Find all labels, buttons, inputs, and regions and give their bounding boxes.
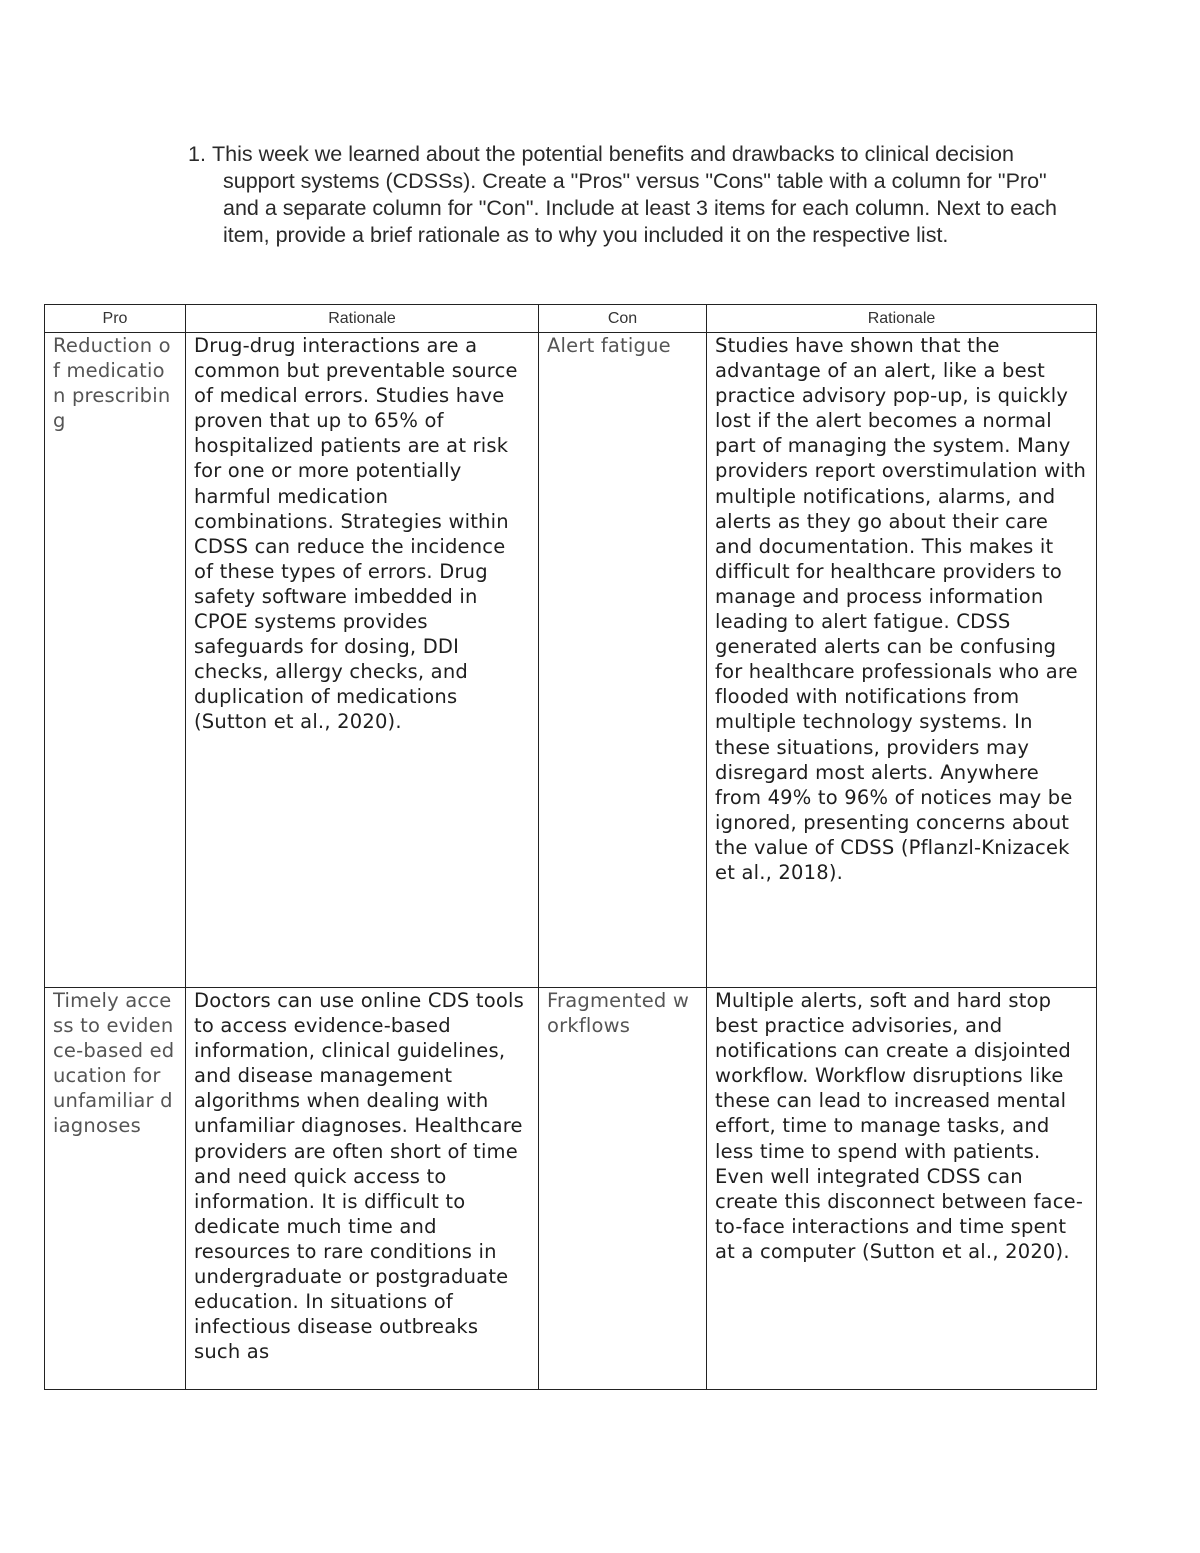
table-row <box>45 333 1097 988</box>
pro-rationale <box>186 988 539 1390</box>
header-pro: Pro <box>45 305 186 333</box>
pro-rationale-text: Doctors can use online CDS tools to access evidence-based information, clinical guidelines, and disease management algorithms when dealing with unfamiliar diagnoses. Healthcare providers are often short of time and need quick access to information. It is difficult to dedicate much time and resources to rare conditions in undergraduate or postgraduate education. In situations of infectious disease outbreaks such as <box>194 989 524 1364</box>
table-header-row <box>45 305 1097 333</box>
assignment-question <box>188 141 1088 249</box>
con-item <box>539 988 707 1390</box>
con-item: Alert fatigue <box>539 333 707 988</box>
pro-item: Reduction of medication prescribing <box>45 333 186 988</box>
con-rationale <box>707 988 1097 1390</box>
pro-item <box>45 988 186 1390</box>
pro-rationale: Drug-drug interactions are a common but preventable source of medical errors. Studies have proven that up to 65% of hospitalized patients are at risk for one or more potentially harmful medication combinations. Strategies within CDSS can reduce the incidence of these types of errors. Drug safety software imbedded in CPOE systems provides safeguards for dosing, DDI checks, allergy checks, and duplication of medications (Sutton et al., 2020). <box>186 333 539 988</box>
con-rationale: Studies have shown that the advantage of an alert, like a best practice advisory pop-up, is quickly lost if the alert becomes a normal part of managing the system. Many providers report overstimulation with multiple notifications, alarms, and alerts as they go about their care and documentation. This makes it difficult for healthcare providers to manage and process information leading to alert fatigue. CDSS generated alerts can be confusing for healthcare professionals who are flooded with notifications from multiple technology systems. In these situations, providers may disregard most alerts. Anywhere from 49% to 96% of notices may be ignored, presenting concerns about the value of CDSS (Pflanzl-Knizacek et al., 2018). <box>707 333 1097 988</box>
header-con-rationale: Rationale <box>707 305 1097 333</box>
question-number: 1. <box>188 142 206 166</box>
question-text: This week we learned about the potential benefits and drawbacks to clinical decision support systems (CDSSs). Create a "Pros" versus "Cons" table with a column for "Pro" and a separate column for "Con". Include at least 3 items for each column. Next to each item, provide a brief rationale as to why you included it on the respective list. <box>212 142 1057 247</box>
header-pro-rationale: Rationale <box>186 305 539 333</box>
pro-item-text: Timely access to evidence-based education for unfamiliar diagnoses <box>53 989 175 1138</box>
header-con: Con <box>539 305 707 333</box>
con-item-text: Fragmented workflows <box>547 989 690 1038</box>
pros-cons-table <box>44 304 1097 1390</box>
table-row <box>45 988 1097 1390</box>
con-rationale-text: Multiple alerts, soft and hard stop best practice advisories, and notifications can create a disjointed workflow. Workflow disruptions like these can lead to increased mental effort, time to manage tasks, and less time to spend with patients. Even well integrated CDSS can create this disconnect between face-to-face interactions and time spent at a computer (Sutton et al., 2020). <box>715 989 1084 1263</box>
